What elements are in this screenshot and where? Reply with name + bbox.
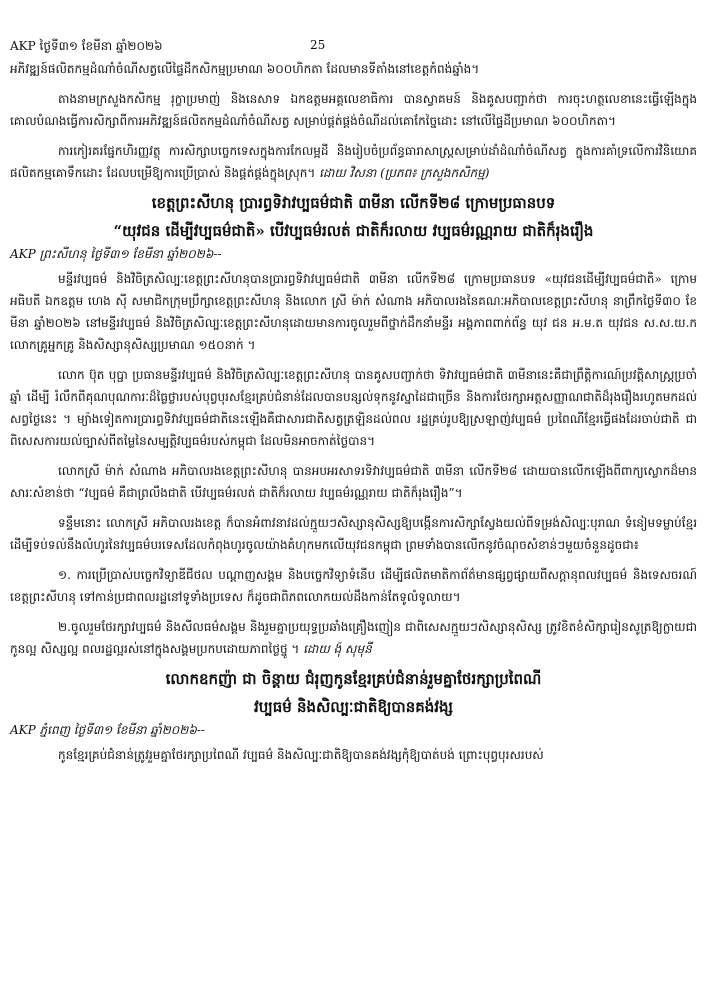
article2-paragraph-4: ទន្ទឹមនោះ លោកស្រី អភិបាលរងខេត្ត ក៏បានអំពាវនាវដល់ក្មួយៗសិស្សានុសិស្សឱ្យបង្កើនការសិក្សាស្វែងយល់ពីទម្រង់សិល្បៈបុរាណ ទំនៀមទម្លាប់ខ្មែរ ដើម្បីទប់ទល់នឹងលំហូរនៃវប្បធម៌បរទេសដែលកំពុងហូរចូលយ៉ាងគំហុកមកលើយុវជនកម្ពុជា ព្រមទាំងបានលើកនូវចំណុចសំខាន់ៗមួយចំនួនដូចជា៖	[10, 516, 697, 552]
article3-dateline: AKP ភ្នំពេញ ថ្ងៃទី៣១ ខែមីនា ឆ្នាំ២០២៦--	[10, 723, 205, 737]
article2-paragraph-3: លោកស្រី ម៉ាក់ សំណាង អភិបាលរងខេត្តព្រះសីហនុ បានអបអរសាទរទិវាវប្បធម៌ជាតិ ៣មីនា លើកទី២៨ ដោយបានលើកឡើងពីពាក្យស្លោកដ៏មានសារៈសំខាន់ថា “វប្បធម៌ គឺជាព្រលឹងជាតិ បើវប្បធម៌រលត់ ជាតិក៏រលាយ វប្បធម៌រណ្ណរាយ ជាតិក៏រុងរឿង”។	[10, 464, 697, 500]
document-body	[10, 58, 697, 774]
article3-headline-line-2: វប្បធម៌ និងសិល្បៈជាតិឱ្យបានគង់វង្ស	[253, 698, 454, 716]
article1-paragraph-3	[10, 140, 697, 184]
page-header	[10, 38, 697, 54]
article3-paragraph-1: កូនខ្មែរគ្រប់ជំនាន់ត្រូវរួមគ្នាថែរក្សាប្រពៃណី វប្បធម៌ និងសិល្បៈជាតិឱ្យបានគង់វង្សកុំឱ្យបាត់បង់ ព្រោះបុព្វបុរសរបស់	[58, 748, 544, 762]
article2-headline-line-1: ខេត្តព្រះសីហនុ ប្រារព្ធទិវាវប្បធម៌ជាតិ ៣មីនា លើកទី២៨ ក្រោមប្រធានបទ	[151, 194, 556, 212]
header-dateline: AKP ថ្ងៃទី៣១ ខែមីនា ឆ្នាំ២០២៦	[10, 39, 163, 53]
article1-credit: ដោយ វិសនា (ប្រភព៖ ក្រសួងកសិកម្ម)	[319, 166, 490, 180]
page-number: 25	[310, 38, 326, 52]
article2-dateline: AKP ព្រះសីហនុ ថ្ងៃទី៣១ ខែមីនា ឆ្នាំ២០២៦--	[10, 247, 222, 261]
article2-credit: ដោយ ង៉ុ សុមុនី	[303, 642, 372, 656]
article2-paragraph-5: ១. ការប្រើប្រាស់បច្ចេកវិទ្យាឌីជីថល បណ្តាញសង្គម និងបច្ចេកវិទ្យាទំនើប ដើម្បីផលិតមាតិកាព័ត៌មានផ្សព្វផ្សាយពីសក្តានុពលវប្បធម៌ និងទេសចរណ៍ខេត្តព្រះសីហនុ ទៅកាន់ប្រជាពលរដ្ឋនៅទូទាំងប្រទេស ក៏ដូចជាពិភពលោកយល់ដឹងកាន់តែទូលំទូលាយ។	[10, 568, 697, 604]
article2-paragraph-6	[10, 616, 697, 660]
article2-headline-line-2: “យុវជន ដើម្បីវប្បធម៌ជាតិ» បើវប្បធម៌រលត់ ជាតិក៏រលាយ វប្បធម៌រណ្ណរាយ ជាតិក៏រុងរឿង	[113, 222, 594, 240]
article1-paragraph-1: អភិវឌ្ឍន៍ផលិតកម្មដំណាំចំណីសត្វលើផ្ទៃដីកសិកម្មប្រមាណ ៦០០ហិកតា ដែលមានទីតាំងនៅខេត្តកំពង់ឆ្នាំង។	[10, 62, 480, 76]
article2-paragraph-1: មន្ទីរវប្បធម៌ និងវិចិត្រសិល្បៈខេត្តព្រះសីហនុបានប្រារព្ធទិវាវប្បធម៌ជាតិ ៣មីនា លើកទី២៨ ក្រោមប្រធានបទ «យុវជនដើម្បីវប្បធម៌ជាតិ» ក្រោមអធិបតី ឯកឧត្តម ហេង ស៊ី សមាជិកក្រុមប្រឹក្សាខេត្តព្រះសីហនុ និងលោក ស្រី ម៉ាក់ សំណាង អភិបាលរងនៃគណៈអភិបាលខេត្តព្រះសីហនុ នាព្រឹកថ្ងៃទី៣០ ខែមីនា ឆ្នាំ២០២៦ នៅមន្ទីរវប្បធម៌ និងវិចិត្រសិល្បៈខេត្តព្រះសីហនុដោយមានការចូលរួមពីថ្នាក់ដឹកនាំមន្ទីរ អង្គភាពពាក់ព័ន្ធ យុវ ជន អ.ម.ត យុវជន ស.ស.យ.ក លោកគ្រូអ្នកគ្រូ និងសិស្សានុសិស្សប្រមាណ ១៥០នាក់ ។	[10, 272, 697, 352]
article2-paragraph-6-text: ២.ចូលរួមថែរក្សាវប្បធម៌ និងសីលធម៌សង្គម និងរួមគ្នាប្រយុទ្ធប្រឆាំងគ្រឿងញៀន ជាពិសេសក្មួយៗសិស្សានុសិស្ស ត្រូវខិតខំសិក្សារៀនសូត្រឱ្យក្លាយជាកូនល្អ សិស្សល្អ ពលរដ្ឋល្អរស់នៅក្នុងសង្គមប្រកបដោយភាពថ្លៃថ្នូ ។	[10, 620, 697, 656]
article2-paragraph-2: លោក ប៊ុត បុប្ផា ប្រធានមន្ទីរវប្បធម៌ និងវិចិត្រសិល្បៈខេត្តព្រះសីហនុ បានគូសបញ្ជាក់ថា ទិវាវប្បធម៌ជាតិ ៣មីនានេះគឺជាព្រឹត្តិការណ៍ប្រវត្តិសាស្ត្រប្រចាំឆ្នាំ ដើម្បី រំលឹកពីគុណបុណការៈដ៏ធ្លៃថ្លារបស់បុព្វបុរសខ្មែរគ្រប់ជំនាន់ដែលបានបន្សល់ទុកនូវស្នាដៃជាច្រើន និងការថែរក្សាអត្តសញ្ញាណជាតិដ៏រុងរឿងរហូតមកដល់សព្វថ្ងៃនេះ ។ ម្យ៉ាងទៀតការប្រារព្ធទិវាវប្បធម៌ជាតិនេះឡើងគឺជាសារជាតិសត្វត្រឡិនដល់ពល រដ្ឋគ្រប់រូបឱ្យស្រឡាញ់វប្បធម៌ ប្រពៃណីខ្មែរធ្វើផងដែរចាប់ជាតិ ជាពិសេសការយល់ច្បាស់ពីតម្លៃនៃសម្បត្តិវប្បធម៌របស់កម្ពុជា ដែលមិនអាចកាត់ថ្លៃបាន។	[10, 368, 697, 448]
article1-paragraph-3-text: ការកៀរគរផ្នែកហិរញ្ញវត្ថុ ការសិក្សាបច្ចេកទេសក្នុងការកែលម្អដី និងរៀបចំប្រព័ន្ធធារាសាស្ត្រសម្រាប់ដាំដំណាំចំណីសត្វ ក្នុងការគាំទ្រលើការវិនិយោគផលិតកម្មគោទឹកដោះ ដែលបម្រើឱ្យការប្រើប្រាស់ និងផ្គត់ផ្គង់ក្នុងស្រុក។	[10, 144, 697, 180]
article3-headline-line-1: លោកឧកញ៉ា ជា ចិន្ដាយ ជំរុញកូនខ្មែរគ្រប់ជំនាន់រួមគ្នាថែរក្សាប្រពៃណី	[165, 670, 542, 688]
article1-paragraph-2: តាងនាមក្រសួងកសិកម្ម រុក្ខាប្រមាញ់ និងនេសាទ ឯកឧត្តមអគ្គលេខាធិការ បានស្វាគមន៍ និងគូសបញ្ជាក់ថា ការចុះហត្ថលេខានេះធ្វើឡើងក្នុងគោលបំណងធ្វើការសិក្សាពីការអភិវឌ្ឍន៍ផលិតកម្មដំណាំចំណីសត្វ សម្រាប់ផ្គត់ផ្គង់ចំណីដល់គោកែច្នៃដោះ នៅលើផ្ទៃដីប្រមាណ ៦០០ហិកតា។	[10, 92, 697, 128]
